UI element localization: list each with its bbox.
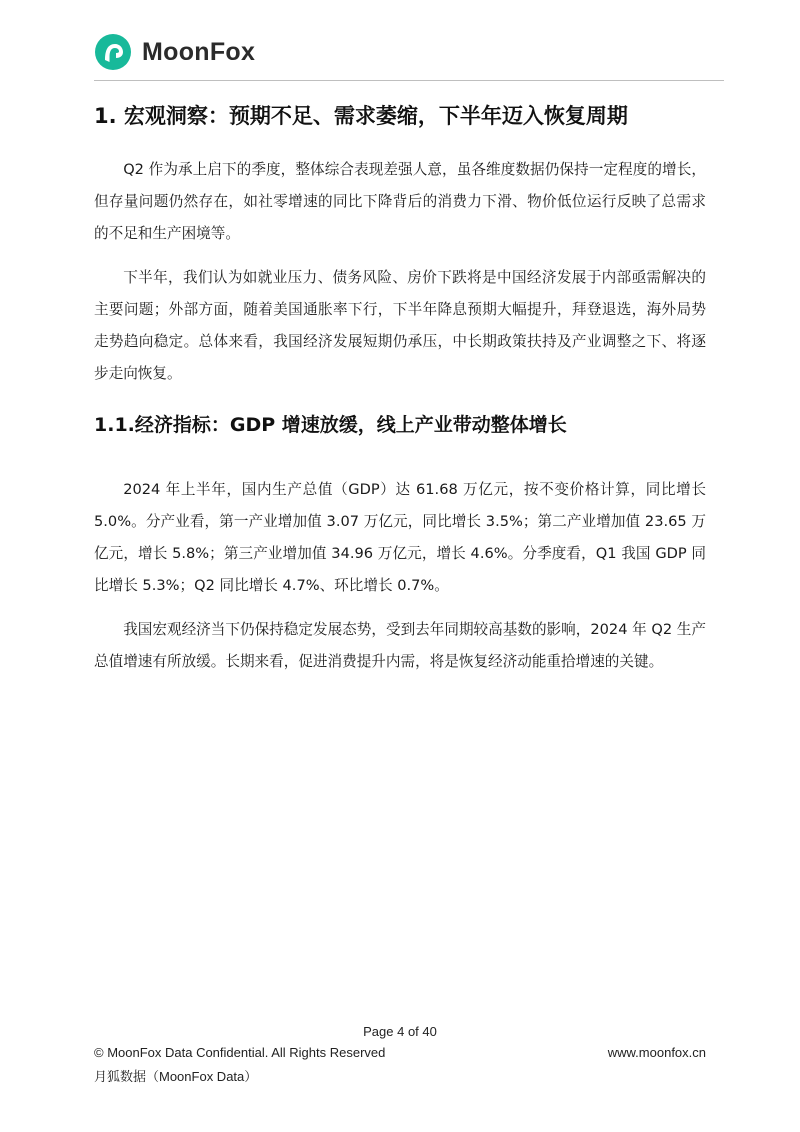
paragraph: 我国宏观经济当下仍保持稳定发展态势，受到去年同期较高基数的影响，2024 年 Q2 生产总值增速有所放缓。长期来看，促进消费提升内需，将是恢复经济动能重拾增速的关键。 xyxy=(94,621,706,670)
copyright-notice: © MoonFox Data Confidential. All Rights Reserved xyxy=(94,1045,386,1060)
moonfox-logo-icon xyxy=(94,33,132,71)
header-divider xyxy=(94,80,724,81)
subsection-title: 1.1.经济指标：GDP 增速放缓，线上产业带动整体增长 xyxy=(94,414,567,436)
website-link[interactable]: www.moonfox.cn xyxy=(607,1045,706,1060)
page-content xyxy=(94,98,706,678)
paragraph: 2024 年上半年，国内生产总值（GDP）达 61.68 万亿元，按不变价格计算，同比增长 5.0%。分产业看，第一产业增加值 3.07 万亿元，同比增长 3.5%；第二产业增加值 23.65 万亿元，增长 5.8%；第三产业增加值 34.96 万亿元，增长 4.6%。分季度看，Q1 我国 GDP 同比增长 5.3%；Q2 同比增长 4.7%、环比增长 0.7%。 xyxy=(94,481,706,594)
section-title: 1. 宏观洞察：预期不足、需求萎缩，下半年迈入恢复周期 xyxy=(94,104,628,128)
paragraph: 下半年，我们认为如就业压力、债务风险、房价下跌将是中国经济发展于内部亟需解决的主要问题；外部方面，随着美国通胀率下行，下半年降息预期大幅提升，拜登退选，海外局势走势趋向稳定。总体来看，我国经济发展短期仍承压，中长期政策扶持及产业调整之下、将逐步走向恢复。 xyxy=(94,269,706,382)
page-number: Page 4 of 40 xyxy=(363,1024,437,1039)
page-header xyxy=(94,30,255,74)
brand-name: MoonFox xyxy=(142,37,256,66)
footer-row xyxy=(94,1045,706,1060)
brand-name-cn: 月狐数据（MoonFox Data） xyxy=(94,1069,258,1084)
paragraph: Q2 作为承上启下的季度，整体综合表现差强人意，虽各维度数据仍保持一定程度的增长，但存量问题仍然存在，如社零增速的同比下降背后的消费力下滑、物价低位运行反映了总需求的不足和生产困境等。 xyxy=(94,161,706,242)
